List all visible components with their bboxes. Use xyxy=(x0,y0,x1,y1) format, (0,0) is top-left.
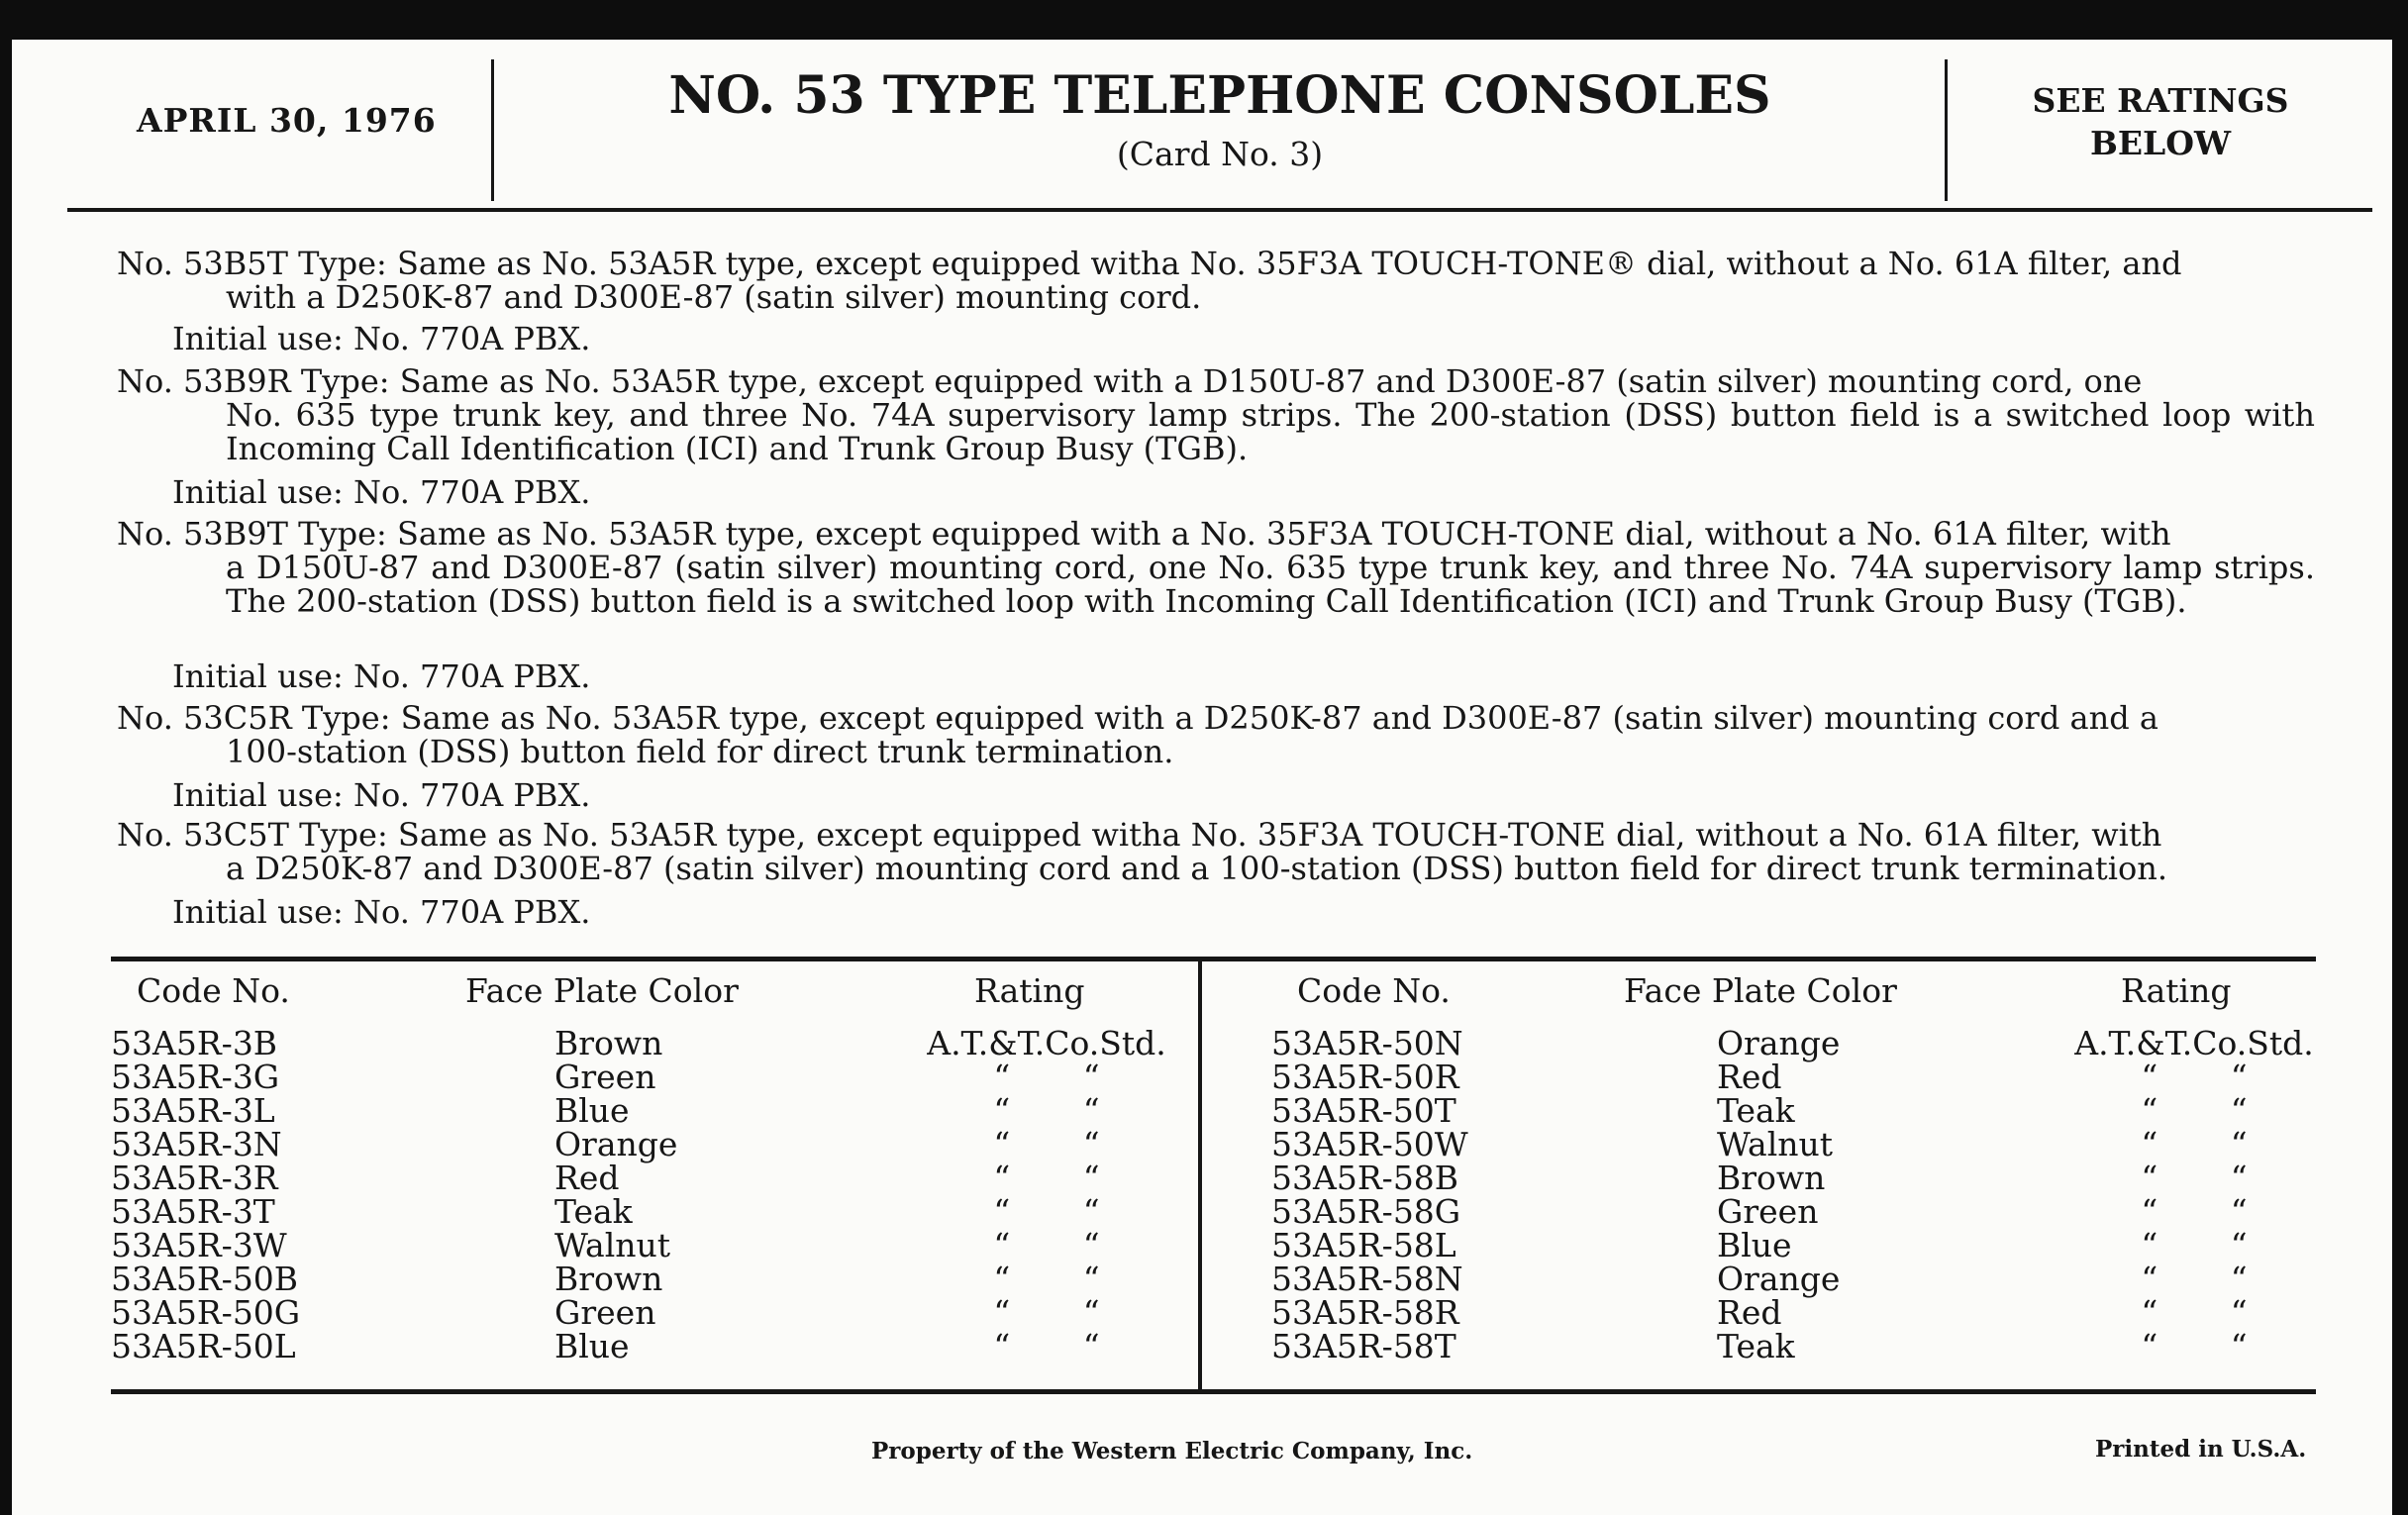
table-cell-color: Teak xyxy=(554,1192,633,1231)
table-cell-color: Green xyxy=(1717,1192,1819,1231)
table-cell-code: 53A5R-3G xyxy=(111,1058,280,1096)
initial-use: Initial use: No. 770A PBX. xyxy=(172,657,591,695)
table-cell-rating: A.T.&T.Co.Std. xyxy=(927,1024,1166,1062)
table-cell-rating: “ “ xyxy=(993,1159,1100,1197)
header-divider-left xyxy=(491,59,494,201)
initial-use: Initial use: No. 770A PBX. xyxy=(172,893,591,931)
entry-continuation: a D250K-87 and D300E-87 (satin silver) mounting cord and a 100-station (DSS) button field for direct trunk termination. xyxy=(226,850,2168,887)
table-cell-code: 53A5R-58G xyxy=(1271,1192,1461,1231)
entry-first-line: No. 53B9R Type: Same as No. 53A5R type, except equipped with a D150U-87 and D300E-87 (satin silver) mounting cord, one xyxy=(117,362,2143,400)
table-cell-color: Green xyxy=(554,1293,656,1332)
card-subtitle: (Card No. 3) xyxy=(1116,135,1324,173)
table-cell-rating: “ “ xyxy=(2141,1058,2248,1096)
initial-use: Initial use: No. 770A PBX. xyxy=(172,473,591,511)
table-cell-color: Blue xyxy=(1717,1226,1792,1264)
ratings-note-line1: SEE RATINGS xyxy=(2032,81,2289,120)
entry-continuation: with a D250K-87 and D300E-87 (satin silver) mounting cord. xyxy=(226,278,1202,316)
printed-notice: Printed in U.S.A. xyxy=(2095,1436,2307,1463)
table-cell-code: 53A5R-50W xyxy=(1271,1125,1468,1163)
table-cell-color: Teak xyxy=(1717,1091,1795,1130)
initial-use: Initial use: No. 770A PBX. xyxy=(172,320,591,357)
table-cell-code: 53A5R-3R xyxy=(111,1159,278,1197)
table-cell-code: 53A5R-58T xyxy=(1271,1327,1456,1365)
table-cell-color: Brown xyxy=(554,1024,663,1062)
table-cell-rating: “ “ xyxy=(993,1327,1100,1365)
table-cell-color: Orange xyxy=(554,1125,678,1163)
table-cell-rating: “ “ xyxy=(993,1192,1100,1231)
table-divider xyxy=(1198,961,1202,1389)
entry-continuation: 100-station (DSS) button field for direct trunk termination. xyxy=(226,733,1174,770)
property-notice: Property of the Western Electric Company, Inc. xyxy=(871,1438,1473,1464)
entry-first-line: No. 53B5T Type: Same as No. 53A5R type, except equipped witha No. 35F3A TOUCH-TONE® dial, without a No. 61A filter, and xyxy=(117,245,2182,282)
table-cell-rating: “ “ xyxy=(2141,1293,2248,1332)
table-cell-rating: “ “ xyxy=(2141,1260,2248,1298)
table-cell-rating: “ “ xyxy=(2141,1226,2248,1264)
table-cell-rating: A.T.&T.Co.Std. xyxy=(2074,1024,2314,1062)
table-cell-rating: “ “ xyxy=(993,1091,1100,1130)
table-cell-color: Red xyxy=(1717,1293,1782,1332)
table-cell-rating: “ “ xyxy=(993,1125,1100,1163)
table-cell-code: 53A5R-58B xyxy=(1271,1159,1459,1197)
table-cell-color: Red xyxy=(1717,1058,1782,1096)
table-cell-code: 53A5R-50L xyxy=(111,1327,296,1365)
table-cell-code: 53A5R-58L xyxy=(1271,1226,1456,1264)
table-cell-code: 53A5R-50B xyxy=(111,1260,299,1298)
catalog-card xyxy=(12,40,2392,1515)
table-cell-code: 53A5R-50N xyxy=(1271,1024,1463,1062)
table-cell-rating: “ “ xyxy=(993,1226,1100,1264)
col-header-code: Code No. xyxy=(137,971,290,1010)
col-header-rating: Rating xyxy=(974,971,1085,1010)
table-cell-color: Blue xyxy=(554,1091,630,1130)
table-cell-rating: “ “ xyxy=(993,1260,1100,1298)
table-cell-rating: “ “ xyxy=(2141,1192,2248,1231)
card-title: NO. 53 TYPE TELEPHONE CONSOLES xyxy=(668,65,1771,126)
col-header-color: Face Plate Color xyxy=(1624,971,1897,1010)
table-cell-rating: “ “ xyxy=(2141,1159,2248,1197)
table-cell-color: Blue xyxy=(554,1327,630,1365)
table-cell-color: Walnut xyxy=(1717,1125,1834,1163)
table-cell-rating: “ “ xyxy=(993,1293,1100,1332)
entry-53c5t xyxy=(117,818,2315,885)
table-cell-rating: “ “ xyxy=(2141,1091,2248,1130)
table-cell-code: 53A5R-3L xyxy=(111,1091,275,1130)
table-cell-color: Brown xyxy=(554,1260,663,1298)
table-cell-code: 53A5R-50R xyxy=(1271,1058,1459,1096)
table-cell-color: Walnut xyxy=(554,1226,671,1264)
header-divider-right xyxy=(1945,59,1948,201)
entry-53b9t xyxy=(117,517,2315,618)
ratings-table xyxy=(111,957,2316,1394)
table-cell-color: Teak xyxy=(1717,1327,1795,1365)
entry-continuation: a D150U-87 and D300E-87 (satin silver) mounting cord, one No. 635 type trunk key, and three No. 74A supervisory lamp strips. The 200-station (DSS) button field is a switched loop with Incoming Call Identification (ICI) and Trunk Group Busy (TGB). xyxy=(226,549,2315,620)
table-cell-color: Brown xyxy=(1717,1159,1826,1197)
col-header-rating: Rating xyxy=(2121,971,2232,1010)
entry-first-line: No. 53B9T Type: Same as No. 53A5R type, except equipped with a No. 35F3A TOUCH-TONE dial, without a No. 61A filter, with xyxy=(117,515,2171,553)
table-cell-code: 53A5R-3T xyxy=(111,1192,275,1231)
col-header-code: Code No. xyxy=(1297,971,1451,1010)
col-header-color: Face Plate Color xyxy=(465,971,739,1010)
table-cell-code: 53A5R-3N xyxy=(111,1125,282,1163)
entry-53b9r xyxy=(117,364,2315,465)
table-cell-color: Green xyxy=(554,1058,656,1096)
table-cell-rating: “ “ xyxy=(993,1058,1100,1096)
entry-first-line: No. 53C5R Type: Same as No. 53A5R type, except equipped with a D250K-87 and D300E-87 (satin silver) mounting cord and a xyxy=(117,699,2158,737)
table-cell-code: 53A5R-58R xyxy=(1271,1293,1459,1332)
table-cell-code: 53A5R-50G xyxy=(111,1293,301,1332)
table-cell-color: Orange xyxy=(1717,1260,1841,1298)
entry-53c5r xyxy=(117,701,2315,768)
ratings-note xyxy=(1949,79,2372,164)
card-date: APRIL 30, 1976 xyxy=(137,101,437,140)
card-header xyxy=(67,50,2372,212)
table-cell-rating: “ “ xyxy=(2141,1327,2248,1365)
ratings-note-line2: BELOW xyxy=(2089,124,2232,162)
table-cell-code: 53A5R-50T xyxy=(1271,1091,1456,1130)
table-cell-code: 53A5R-3W xyxy=(111,1226,287,1264)
entry-first-line: No. 53C5T Type: Same as No. 53A5R type, except equipped witha No. 35F3A TOUCH-TONE dial, without a No. 61A filter, with xyxy=(117,816,2162,854)
table-cell-color: Red xyxy=(554,1159,620,1197)
table-cell-rating: “ “ xyxy=(2141,1125,2248,1163)
table-cell-code: 53A5R-58N xyxy=(1271,1260,1463,1298)
initial-use: Initial use: No. 770A PBX. xyxy=(172,776,591,814)
entry-continuation: No. 635 type trunk key, and three No. 74A supervisory lamp strips. The 200-station (DSS) button field is a switched loop with Incoming Call Identification (ICI) and Trunk Group Busy (TGB). xyxy=(226,396,2315,467)
table-cell-code: 53A5R-3B xyxy=(111,1024,278,1062)
entry-53b5t xyxy=(117,247,2315,314)
table-cell-color: Orange xyxy=(1717,1024,1841,1062)
